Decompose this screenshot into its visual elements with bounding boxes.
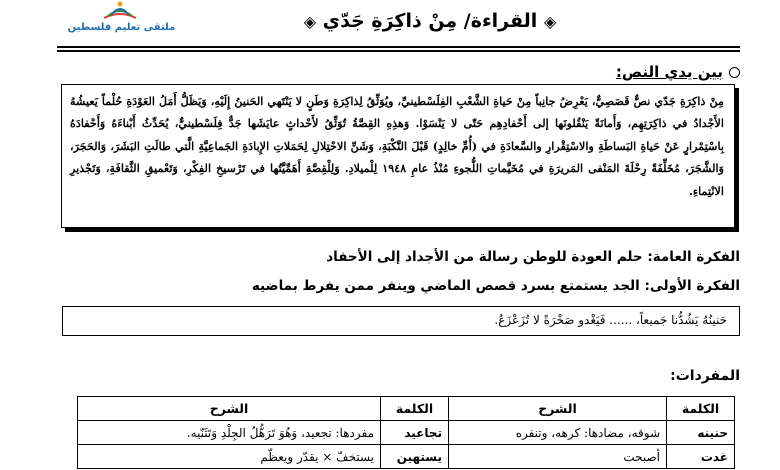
header-divider (57, 46, 740, 48)
vocab-word: تجاعيد (381, 421, 449, 445)
site-logo (60, 0, 180, 40)
vocab-word: غدت (667, 445, 735, 469)
header-divider-secondary (57, 50, 740, 52)
vocab-header-word: الكلمة (381, 397, 449, 421)
section-heading-text: بين يدي النص: (615, 63, 723, 81)
table-row (78, 421, 735, 445)
quote-text: حَنينُهُ يَشُدُّنا جَميعاً، ...... فَيَغْدو صَخْرَةً لا تُزَعْزَعُ. (494, 313, 727, 327)
passage-box (61, 84, 735, 228)
logo-text: ملتقى تعليم فلسطين (67, 22, 176, 33)
circle-bullet-icon (729, 67, 740, 78)
vocab-table (77, 396, 735, 469)
vocab-meaning: يستخفّ × يقدّر ويعظّم (78, 445, 381, 469)
book-logo-icon (100, 0, 140, 20)
title-text: القراءة/ مِنْ ذاكِرَةِ جَدّي (322, 10, 538, 32)
vocab-meaning: مفردها: تجعيد، وَهُوَ تَرَهُّلُ الجِلْدِ وَتَثَنّيه. (78, 421, 381, 445)
vocab-word: حنينه (667, 421, 735, 445)
quote-box (62, 306, 740, 336)
diamond-icon: ◈ (543, 12, 557, 31)
passage-text: مِنْ ذاكِرَةِ جَدّي نصٌّ قَصَصِيٌّ، يَعْرِضُ جانِباً مِنْ حَياةِ الشَّعْبِ الفِلَسْطينيِّ، ويُوَثِّقُ لِذاكِرَةِ وَطَنٍ لا يَنْتَهي الحَنينُ إِلَيْهِ، وَيَظَلُّ أَمَلُ العَوْدَةِ حُلْماً يَعيشُهُ الأَجْدادُ في ذاكِرَتِهِم، وَأَمانَةً يَنْقُلونَها إلى أَحْفادِهِم حَتّى لا يَنْسَوْا. وَهذِهِ القِصَّةُ تُوَثِّقُ لأَحْداثٍ عايَشَها جَدٌّ فِلَسْطينيٌّ، يُحَدِّثُ أَبْناءَهُ وَأَحْفادَهُ بِاسْتِمْرارٍ عَنْ حَياةِ البَساطَةِ والاسْتِقْرارِ والسَّعادَةِ في (أُمِّ خالِدٍ) قَبْلَ النَّكْبَةِ، وَشَنِّ الاحْتِلالِ لِحَمَلاتِ الإِبادَةِ الجَماعِيَّةِ الَّتي طالَتِ البَشَرَ، وَالحَجَرَ، وَالشَّجَرَ، مُخَلِّفَةً رِحْلَةَ المَنْفى المَريرَةِ في مُخَيَّماتِ اللُّجوءِ مُنْذُ عامِ ١٩٤٨ لِلْميلادِ. وَلِلْقِصَّةِ أَهَمِّيَّتُها في تَرْسيخِ الفِكْرِ، وَتَعْميقِ الثَّقافَةِ، وَتَجْذيرِ الانْتِماءِ. (70, 94, 724, 198)
section-heading (616, 63, 740, 81)
vocab-header-meaning: الشرح (449, 397, 667, 421)
vocab-header-row (78, 397, 735, 421)
vocab-header-meaning: الشرح (78, 397, 381, 421)
general-idea: الفكرة العامة: حلم العودة للوطن رسالة من الأجداد إلى الأحفاد (326, 249, 740, 265)
page-title (304, 10, 557, 32)
vocab-meaning: أصبحت (449, 445, 667, 469)
page-title-area (265, 10, 595, 40)
vocab-heading: المفردات: (670, 368, 740, 384)
vocab-meaning: شوقه، مضادها: كرهه، وتنفره (449, 421, 667, 445)
table-row (78, 445, 735, 469)
vocab-header-word: الكلمة (667, 397, 735, 421)
diamond-icon: ◈ (303, 12, 317, 31)
vocab-word: يستهين (381, 445, 449, 469)
first-idea: الفكرة الأولى: الجد يستمتع بسرد قصص الماضي وينفر ممن يفرط بماضيه (251, 278, 740, 294)
